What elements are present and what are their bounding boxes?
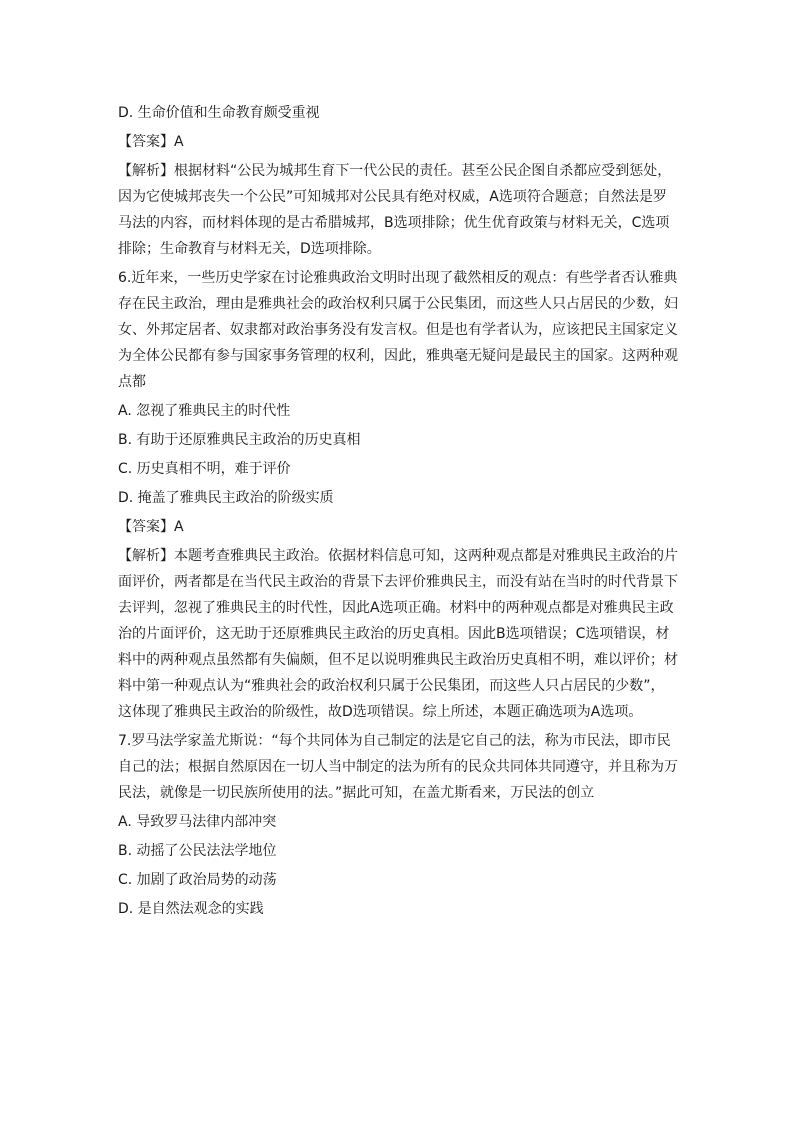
option-line <box>118 100 678 126</box>
analysis-paragraph <box>118 158 678 262</box>
option-line <box>118 485 678 511</box>
text-line: 存在民主政治，理由是雅典社会的政治权利只属于公民集团，而这些人只占居民的少数，妇 <box>118 296 678 312</box>
text-line: 【答案】A <box>118 519 184 535</box>
text-line: 这体现了雅典民主政治的阶级性，故D选项错误。综上所述，本题正确选项为A选项。 <box>118 704 643 720</box>
text-line: 料中第一种观点认为“雅典社会的政治权利只属于公民集团，而这些人只占居民的少数”， <box>118 678 665 694</box>
text-line: 【答案】A <box>118 134 184 150</box>
text-line: 【解析】本题考查雅典民主政治。依据材料信息可知，这两种观点都是对雅典民主政治的片 <box>118 548 678 564</box>
text-line: D. 掩盖了雅典民主政治的阶级实质 <box>118 490 334 506</box>
text-line: C. 加剧了政治局势的动荡 <box>118 872 277 888</box>
option-line <box>118 896 678 922</box>
text-line: B. 有助于还原雅典民主政治的历史真相 <box>118 432 361 448</box>
option-line <box>118 398 678 424</box>
text-line: 女、外邦定居者、奴隶都对政治事务没有发言权。但是也有学者认为，应该把民主国家定义 <box>118 322 678 338</box>
option-line <box>118 427 678 453</box>
text-line: 因为它使城邦丧失一个公民”可知城邦对公民具有绝对权威，A选项符合题意；自然法是罗 <box>118 189 667 205</box>
option-line <box>118 456 678 482</box>
text-line: 面评价，两者都是在当代民主政治的背景下去评价雅典民主，而没有站在当时的时代背景下 <box>118 574 678 590</box>
text-line: A. 导致罗马法律内部冲突 <box>118 814 277 830</box>
text-line: 排除；生命教育与材料无关，D选项排除。 <box>118 241 381 257</box>
answer-line <box>118 129 678 155</box>
text-line: 自己的法；根据自然原因在一切人当中制定的法为所有的民众共同体共同遵守，并且称为万 <box>118 759 678 775</box>
question-paragraph <box>118 265 678 395</box>
block-spacer <box>118 922 678 925</box>
text-line: 6.近年来，一些历史学家在讨论雅典政治文明时出现了截然相反的观点：有些学者否认雅典 <box>118 270 678 286</box>
text-line: A. 忽视了雅典民主的时代性 <box>118 403 291 419</box>
document-content <box>118 100 678 925</box>
analysis-paragraph <box>118 543 678 725</box>
text-line: 治的片面评价，这无助于还原雅典民主政治的历史真相。因此B选项错误；C选项错误，材 <box>118 626 670 642</box>
text-line: 去评判，忽视了雅典民主的时代性，因此A选项正确。材料中的两种观点都是对雅典民主政 <box>118 600 674 616</box>
text-line: 为全体公民都有参与国家事务管理的权利，因此，雅典毫无疑问是最民主的国家。这两种观 <box>118 348 678 364</box>
text-line: 7.罗马法学家盖尤斯说：“每个共同体为自己制定的法是它自己的法，称为市民法，即市民 <box>118 733 671 749</box>
text-line: D. 生命价值和生命教育颇受重视 <box>118 105 320 121</box>
text-line: 民法，就像是一切民族所使用的法。”据此可知，在盖尤斯看来，万民法的创立 <box>118 785 595 801</box>
option-line <box>118 809 678 835</box>
answer-line <box>118 514 678 540</box>
text-line: 马法的内容，而材料体现的是古希腊城邦，B选项排除；优生优育政策与材料无关，C选项 <box>118 215 670 231</box>
option-line <box>118 867 678 893</box>
text-line: C. 历史真相不明，难于评价 <box>118 461 291 477</box>
option-line <box>118 838 678 864</box>
text-line: 【解析】根据材料“公民为城邦生育下一代公民的责任。甚至公民企图自杀都应受到惩处， <box>118 163 672 179</box>
text-line: B. 动摇了公民法法学地位 <box>118 843 277 859</box>
text-line: 料中的两种观点虽然都有失偏颇，但不足以说明雅典民主政治历史真相不明，难以评价；材 <box>118 652 678 668</box>
text-line: D. 是自然法观念的实践 <box>118 901 264 917</box>
question-paragraph <box>118 728 678 806</box>
text-line: 点都 <box>118 374 146 390</box>
